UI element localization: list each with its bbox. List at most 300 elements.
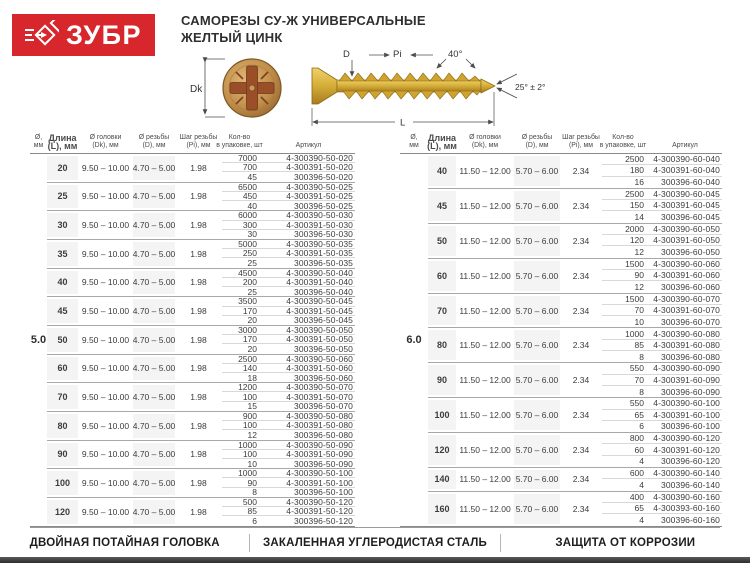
table-row (428, 154, 722, 189)
pack-list (222, 326, 355, 354)
head-diameter-cell: 9.50 – 10.00 (81, 191, 130, 202)
article-number: 300396-60-045 (661, 212, 720, 223)
table-row (47, 240, 355, 269)
length-cell: 60 (47, 355, 78, 383)
article-number: 4-300390-50-090 (286, 439, 353, 450)
article-number: 4-300391-50-025 (286, 190, 353, 201)
length-cell: 35 (47, 240, 78, 268)
brand-logo (12, 14, 155, 56)
length-cell: 20 (47, 154, 78, 182)
thread-diameter-cell: 5.70 – 6.00 (514, 398, 560, 432)
length-cell: 40 (47, 269, 78, 297)
pack-quantity: 2500 (238, 353, 257, 364)
head-diameter-cell: 9.50 – 10.00 (81, 363, 130, 374)
article-number: 300396-50-025 (294, 200, 353, 211)
pack-quantity: 6 (639, 421, 644, 432)
table-row (428, 363, 722, 398)
pack-quantity: 1500 (625, 293, 644, 304)
pack-row (602, 351, 722, 362)
footer-divider-line (30, 527, 720, 528)
pack-list (222, 297, 355, 325)
pack-quantity: 15 (247, 401, 257, 412)
pack-quantity: 3000 (238, 325, 257, 336)
column-header-head: Ø головки (Dk), мм (469, 134, 501, 149)
head-diameter-cell: 9.50 – 10.00 (81, 506, 130, 517)
thread-diameter-cell: 5.70 – 6.00 (514, 363, 560, 397)
pack-quantity: 2500 (625, 189, 644, 200)
article-number: 300396-50-120 (294, 515, 353, 526)
pack-row (222, 488, 355, 497)
head-diameter-cell: 9.50 – 10.00 (81, 248, 130, 259)
thread-diameter-cell: 5.70 – 6.00 (514, 294, 560, 328)
pack-list (602, 224, 722, 258)
article-number: 300396-50-080 (294, 429, 353, 440)
feature-hardened-carbon-steel: ЗАКАЛЕННАЯ УГЛЕРОДИСТАЯ СТАЛЬ (263, 537, 487, 549)
pack-quantity: 6500 (238, 181, 257, 192)
pack-quantity: 90 (634, 270, 644, 281)
pack-list (222, 498, 355, 526)
article-number: 4-300390-60-100 (653, 398, 720, 409)
article-number: 300396-60-040 (661, 177, 720, 188)
article-number: 300396-50-030 (294, 229, 353, 240)
pitch-cell: 2.34 (572, 375, 590, 386)
article-number: 4-300391-60-090 (653, 374, 720, 385)
head-diameter-cell: 9.50 – 10.00 (81, 420, 130, 431)
article-number: 4-300391-60-080 (653, 339, 720, 350)
article-number: 4-300390-50-120 (286, 496, 353, 507)
length-cell: 45 (428, 189, 456, 223)
thread-diameter-cell: 4.70 – 5.00 (133, 269, 175, 297)
pack-row (602, 294, 722, 305)
pack-row (602, 433, 722, 444)
article-number: 4-300393-60-160 (653, 503, 720, 514)
pack-row (222, 249, 355, 258)
article-number: 4-300391-60-060 (653, 270, 720, 281)
table-row (47, 441, 355, 470)
pitch-cell: 1.98 (190, 449, 207, 460)
pack-row (222, 287, 355, 296)
table-row (428, 398, 722, 433)
pack-quantity: 40 (247, 200, 257, 211)
pack-row (602, 340, 722, 351)
head-diameter-cell: 9.50 – 10.00 (81, 449, 130, 460)
pack-quantity: 65 (634, 503, 644, 514)
pack-quantity: 550 (629, 363, 644, 374)
pack-quantity: 18 (247, 372, 257, 383)
pack-quantity: 700 (242, 162, 257, 173)
article-number: 4-300390-50-040 (286, 267, 353, 278)
zubr-arrow-icon (25, 20, 59, 50)
pack-row (602, 386, 722, 397)
head-diameter-cell: 11.50 – 12.00 (459, 445, 511, 456)
pack-quantity: 70 (634, 305, 644, 315)
thread-diameter-cell: 4.70 – 5.00 (133, 412, 175, 440)
pack-quantity: 4500 (238, 267, 257, 278)
pitch-cell: 2.34 (572, 165, 590, 176)
article-number: 300396-50-045 (294, 315, 353, 326)
pack-list (602, 294, 722, 328)
page-title (181, 13, 426, 46)
article-number: 4-300390-60-120 (653, 433, 720, 444)
pack-quantity: 20 (247, 315, 257, 326)
article-number: 4-300391-50-060 (286, 362, 353, 373)
article-number: 300396-50-035 (294, 258, 353, 269)
pack-row (602, 177, 722, 188)
thread-diameter-cell: 4.70 – 5.00 (133, 498, 175, 526)
pitch-cell: 1.98 (190, 334, 207, 345)
pack-list (602, 398, 722, 432)
table-row (47, 412, 355, 441)
table-row (47, 383, 355, 412)
pack-list (222, 469, 355, 497)
pack-row (602, 211, 722, 222)
pack-list (222, 355, 355, 383)
pack-row (602, 316, 722, 327)
pack-list (602, 433, 722, 467)
brand-name: ЗУБР (65, 19, 143, 50)
length-label: L (400, 117, 406, 129)
pitch-cell: 1.98 (190, 392, 207, 403)
table-header-row (30, 130, 355, 154)
pack-quantity: 600 (629, 468, 644, 479)
pack-quantity: 12 (247, 429, 257, 440)
article-number: 300396-60-140 (661, 479, 720, 490)
pack-row (602, 514, 722, 525)
pack-quantity: 1500 (625, 258, 644, 269)
pack-list (602, 492, 722, 526)
pack-row (222, 430, 355, 439)
head-diameter-cell: 9.50 – 10.00 (81, 306, 130, 317)
length-cell: 160 (428, 492, 456, 526)
pack-row (602, 492, 722, 503)
column-header-pitch: Шаг резьбы (Pi), мм (179, 134, 218, 149)
pack-row (602, 468, 722, 479)
thread-diameter-cell: 4.70 – 5.00 (133, 441, 175, 469)
pack-row (602, 154, 722, 165)
length-cell: 25 (47, 183, 78, 211)
pack-row (222, 307, 355, 316)
pack-row (222, 172, 355, 181)
table-body (30, 154, 355, 527)
feature-double-countersunk-head: ДВОЙНАЯ ПОТАЙНАЯ ГОЛОВКА (29, 537, 220, 549)
article-number: 4-300390-50-070 (286, 382, 353, 393)
pack-quantity: 70 (634, 374, 644, 385)
pack-row (602, 200, 722, 211)
pack-quantity: 900 (242, 411, 257, 422)
article-number: 4-300390-50-020 (286, 153, 353, 164)
head-diameter-cell: 11.50 – 12.00 (459, 375, 511, 386)
pack-list (602, 189, 722, 223)
pitch-cell: 1.98 (190, 506, 207, 517)
pack-list (222, 183, 355, 211)
thread-diameter-cell: 4.70 – 5.00 (133, 297, 175, 325)
pack-list (222, 269, 355, 297)
footer-features (0, 531, 750, 555)
article-number: 4-300390-60-045 (653, 189, 720, 200)
pack-row (222, 201, 355, 210)
pitch-cell: 2.34 (572, 340, 590, 351)
pack-quantity: 6 (252, 515, 257, 526)
pack-quantity: 3500 (238, 296, 257, 307)
pi-label: Pi (393, 49, 402, 60)
column-header-art: Артикул (295, 142, 322, 149)
table-row (47, 269, 355, 298)
pack-quantity: 7000 (238, 153, 257, 164)
column-header-pitch: Шаг резьбы (Pi), мм (562, 134, 600, 149)
pack-quantity: 30 (247, 229, 257, 240)
pack-quantity: 100 (242, 448, 257, 459)
pack-row (602, 235, 722, 246)
pack-row (602, 410, 722, 421)
pack-row (222, 344, 355, 353)
pack-list (602, 328, 722, 362)
pack-row (602, 421, 722, 432)
pack-quantity: 1000 (625, 328, 644, 339)
pack-quantity: 400 (629, 491, 644, 502)
pack-quantity: 550 (629, 398, 644, 409)
pack-row (602, 398, 722, 409)
head-diameter-cell: 9.50 – 10.00 (81, 277, 130, 288)
thread-diameter-cell: 4.70 – 5.00 (133, 154, 175, 182)
table-rows (428, 154, 722, 526)
pack-row (222, 163, 355, 172)
article-number: 4-300390-60-040 (653, 154, 720, 165)
table-row (428, 492, 722, 526)
head-diameter-cell: 9.50 – 10.00 (81, 220, 130, 231)
head-diameter-cell: 11.50 – 12.00 (459, 200, 511, 211)
pack-quantity: 60 (634, 444, 644, 455)
head-diameter-cell: 11.50 – 12.00 (459, 410, 511, 421)
column-header-qty: Кол-во в упаковке, шт (216, 134, 263, 149)
length-cell: 70 (428, 294, 456, 328)
table-row (428, 189, 722, 224)
spec-table-5mm (30, 130, 355, 527)
length-cell: 120 (47, 498, 78, 526)
pack-quantity: 6000 (238, 210, 257, 221)
pack-quantity: 10 (634, 316, 644, 327)
article-number: 4-300390-50-080 (286, 411, 353, 422)
pack-quantity: 170 (242, 334, 257, 345)
pitch-cell: 2.34 (572, 474, 590, 485)
pitch-cell: 2.34 (572, 200, 590, 211)
pack-list (602, 259, 722, 293)
head-diameter-cell: 11.50 – 12.00 (459, 270, 511, 281)
thread-diameter-cell: 5.70 – 6.00 (514, 154, 560, 188)
pack-quantity: 85 (634, 339, 644, 350)
pack-quantity: 8 (252, 487, 257, 498)
article-number: 4-300391-60-050 (653, 235, 720, 246)
pack-list (222, 383, 355, 411)
length-cell: 100 (47, 469, 78, 497)
article-number: 300396-60-050 (661, 247, 720, 258)
column-header-qty: Кол-во в упаковке, шт (599, 134, 647, 149)
article-number: 300396-60-070 (661, 316, 720, 327)
article-number: 4-300391-60-045 (653, 200, 720, 211)
thread-diameter-cell: 4.70 – 5.00 (133, 383, 175, 411)
pack-row (222, 316, 355, 325)
thread-diameter-cell: 5.70 – 6.00 (514, 468, 560, 491)
article-number: 4-300391-60-100 (653, 409, 720, 420)
pack-row (602, 375, 722, 386)
pack-row (602, 270, 722, 281)
pack-quantity: 8 (639, 386, 644, 397)
thread-diameter-cell: 5.70 – 6.00 (514, 328, 560, 362)
pack-row (222, 192, 355, 201)
length-cell: 45 (47, 297, 78, 325)
dk-label: Dk (190, 84, 203, 95)
screw-technical-drawing (185, 46, 555, 132)
article-number: 4-300390-50-050 (286, 325, 353, 336)
pitch-cell: 1.98 (190, 420, 207, 431)
pack-quantity: 8 (639, 351, 644, 362)
thread-diameter-cell: 4.70 – 5.00 (133, 326, 175, 354)
d-label: D (343, 49, 350, 60)
pack-row (222, 278, 355, 287)
length-cell: 70 (47, 383, 78, 411)
table-row (428, 328, 722, 363)
article-number: 300396-50-060 (294, 372, 353, 383)
head-angle-label: 25° ± 2° (515, 82, 546, 92)
article-number: 4-300391-60-040 (653, 165, 720, 176)
table-row (47, 183, 355, 212)
pack-quantity: 1000 (238, 468, 257, 479)
table-row (47, 326, 355, 355)
article-number: 4-300391-50-030 (286, 219, 353, 230)
article-number: 4-300390-60-050 (653, 223, 720, 234)
thread-diameter-cell: 5.70 – 6.00 (514, 224, 560, 258)
table-row (428, 294, 722, 329)
pitch-cell: 2.34 (572, 503, 590, 514)
pack-quantity: 65 (634, 409, 644, 420)
article-number: 4-300390-50-060 (286, 353, 353, 364)
pitch-cell: 2.34 (572, 410, 590, 421)
article-number: 4-300390-60-160 (653, 491, 720, 502)
pack-row (222, 221, 355, 230)
column-header-dia: Ø, мм (409, 134, 419, 149)
column-header-thr: Ø резьбы (D), мм (521, 134, 553, 149)
pack-quantity: 4 (639, 514, 644, 525)
head-diameter-cell: 11.50 – 12.00 (459, 305, 511, 316)
length-cell: 50 (47, 326, 78, 354)
feature-corrosion-protection: ЗАЩИТА ОТ КОРРОЗИИ (555, 537, 696, 549)
pack-list (602, 363, 722, 397)
article-number: 4-300390-60-070 (653, 293, 720, 304)
table-row (47, 469, 355, 498)
table-row (428, 433, 722, 468)
screw-head-view (223, 59, 281, 117)
table-rows (47, 154, 355, 526)
page-bottom-bar (0, 557, 750, 563)
pack-row (222, 373, 355, 382)
article-number: 4-300391-50-050 (286, 334, 353, 345)
pitch-cell: 1.98 (190, 363, 207, 374)
thread-diameter-cell: 5.70 – 6.00 (514, 189, 560, 223)
pack-row (602, 281, 722, 292)
pack-row (222, 335, 355, 344)
pack-row (222, 459, 355, 468)
pack-quantity: 10 (247, 458, 257, 469)
article-number: 300396-50-100 (294, 487, 353, 498)
pitch-cell: 2.34 (572, 445, 590, 456)
thread-diameter-cell: 5.70 – 6.00 (514, 433, 560, 467)
article-number: 4-300391-50-070 (286, 391, 353, 402)
article-number: 4-300390-60-090 (653, 363, 720, 374)
pitch-cell: 1.98 (190, 478, 207, 489)
pack-list (222, 240, 355, 268)
thread-diameter-cell: 4.70 – 5.00 (133, 355, 175, 383)
article-number: 4-300390-50-035 (286, 239, 353, 250)
article-number: 4-300391-60-070 (653, 305, 720, 315)
article-number: 4-300390-60-140 (653, 468, 720, 479)
pack-row (222, 364, 355, 373)
pack-row (222, 258, 355, 267)
pack-row (602, 224, 722, 235)
pitch-cell: 1.98 (190, 220, 207, 231)
pack-row (222, 507, 355, 516)
article-number: 4-300390-50-030 (286, 210, 353, 221)
diameter-label: 5.0 (30, 333, 47, 346)
pack-row (602, 165, 722, 176)
table-row (428, 259, 722, 294)
pack-row (602, 444, 722, 455)
pack-row (602, 246, 722, 257)
column-header-dia: Ø, мм (33, 134, 44, 149)
article-number: 300396-50-070 (294, 401, 353, 412)
pack-row (222, 450, 355, 459)
pitch-cell: 1.98 (190, 191, 207, 202)
length-cell: 30 (47, 211, 78, 239)
table-header-row (400, 130, 722, 154)
pack-quantity: 25 (247, 286, 257, 297)
article-number: 300396-60-100 (661, 421, 720, 432)
pack-quantity: 300 (242, 219, 257, 230)
pack-row (222, 402, 355, 411)
thread-diameter-cell: 4.70 – 5.00 (133, 240, 175, 268)
column-header-thr: Ø резьбы (D), мм (138, 134, 170, 149)
table-body (400, 154, 722, 527)
head-diameter-cell: 11.50 – 12.00 (459, 340, 511, 351)
pack-row (602, 305, 722, 316)
article-number: 4-300390-60-060 (653, 258, 720, 269)
pack-quantity: 2000 (625, 223, 644, 234)
head-diameter-cell: 9.50 – 10.00 (81, 392, 130, 403)
article-number: 4-300391-60-120 (653, 444, 720, 455)
pitch-cell: 1.98 (190, 162, 207, 173)
article-number: 300396-50-050 (294, 343, 353, 354)
head-diameter-cell: 11.50 – 12.00 (459, 165, 511, 176)
pack-row (602, 259, 722, 270)
article-number: 300396-60-120 (661, 456, 720, 467)
pack-row (602, 503, 722, 514)
pack-quantity: 12 (634, 247, 644, 258)
column-header-art: Артикул (672, 142, 698, 149)
table-row (428, 224, 722, 259)
pitch-cell: 2.34 (572, 270, 590, 281)
head-diameter-cell: 9.50 – 10.00 (81, 334, 130, 345)
pack-quantity: 85 (247, 506, 257, 517)
article-number: 4-300391-50-090 (286, 448, 353, 459)
pack-row (222, 516, 355, 525)
pack-row (602, 456, 722, 467)
pack-list (602, 154, 722, 188)
head-diameter-cell: 11.50 – 12.00 (459, 235, 511, 246)
pitch-cell: 1.98 (190, 306, 207, 317)
article-number: 300396-60-090 (661, 386, 720, 397)
pack-quantity: 150 (629, 200, 644, 211)
article-number: 300396-60-080 (661, 351, 720, 362)
length-cell: 80 (428, 328, 456, 362)
pack-quantity: 1000 (238, 439, 257, 450)
